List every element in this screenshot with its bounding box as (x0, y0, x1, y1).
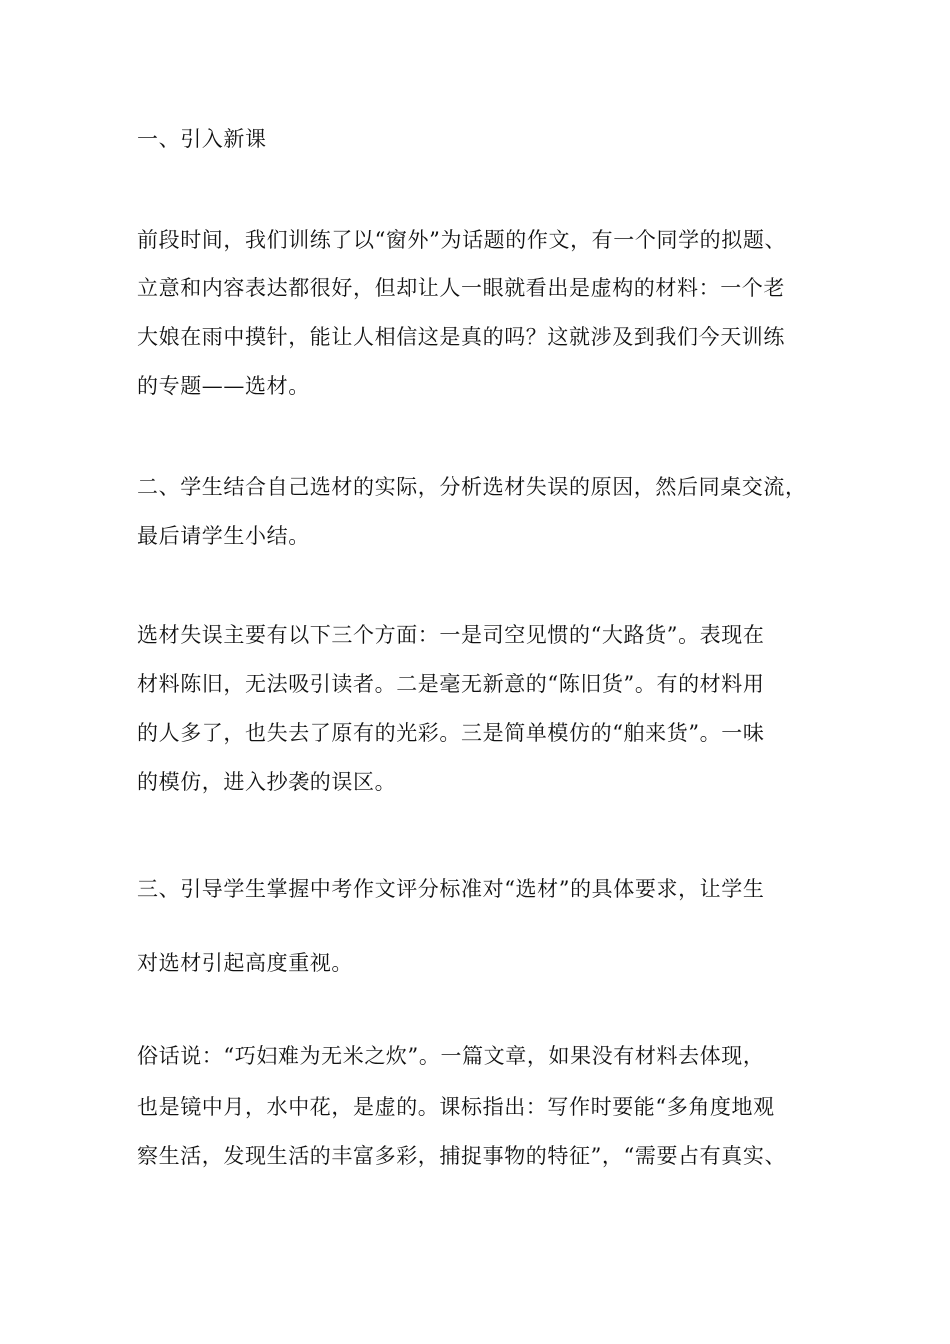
section-heading-2-line-2: 最后请学生小结。 (137, 524, 310, 548)
section-heading-3-line-1: 三、引导学生掌握中考作文评分标准对“选材”的具体要求，让学生 (137, 877, 765, 901)
section-heading-1: 一、引入新课 (137, 127, 267, 151)
paragraph-3-line-1: 俗话说：“巧妇难为无米之炊”。一篇文章，如果没有材料去体现， (137, 1044, 765, 1068)
paragraph-2-line-1: 选材失误主要有以下三个方面：一是司空见惯的“大路货”。表现在 (137, 623, 765, 647)
paragraph-3-line-2: 也是镜中月，水中花，是虚的。课标指出：写作时要能“多角度地观 (137, 1095, 775, 1119)
paragraph-2-line-2: 材料陈旧，无法吸引读者。二是毫无新意的“陈旧货”。有的材料用 (137, 672, 765, 696)
paragraph-1-line-3: 大娘在雨中摸针，能让人相信这是真的吗？这就涉及到我们今天训练 (137, 325, 785, 349)
paragraph-2-line-4: 的模仿，进入抄袭的误区。 (137, 770, 397, 794)
paragraph-2-line-3: 的人多了，也失去了原有的光彩。三是简单模仿的“舶来货”。一味 (137, 721, 765, 745)
paragraph-1-line-1: 前段时间，我们训练了以“窗外”为话题的作文，有一个同学的拟题、 (137, 228, 787, 252)
paragraph-1-line-2: 立意和内容表达都很好，但却让人一眼就看出是虚构的材料：一个老 (137, 276, 785, 300)
section-heading-3-line-2: 对选材引起高度重视。 (137, 951, 353, 975)
paragraph-3-line-3: 察生活，发现生活的丰富多彩，捕捉事物的特征”，“需要占有真实、 (137, 1144, 787, 1168)
section-heading-2-line-1: 二、学生结合自己选材的实际，分析选材失误的原因，然后同桌交流， (137, 475, 807, 499)
paragraph-1-line-4: 的专题——选材。 (137, 374, 310, 398)
